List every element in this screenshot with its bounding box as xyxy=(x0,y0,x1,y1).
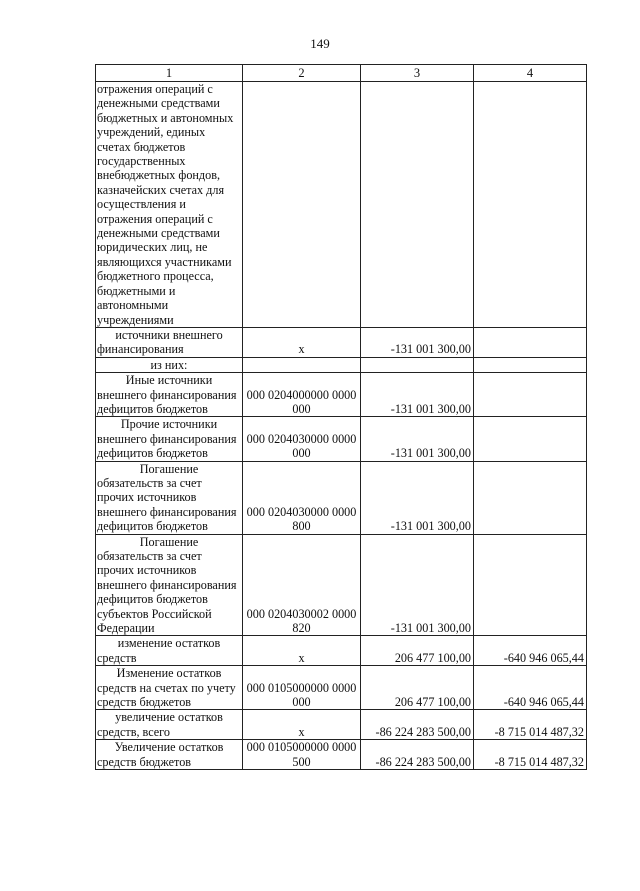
row-name-line: средств бюджетов xyxy=(97,695,192,710)
row-code-cell: x xyxy=(243,636,361,666)
row-amount-col3: -131 001 300,00 xyxy=(361,417,474,461)
row-name-first-line: Иные источники xyxy=(125,373,213,388)
row-name-line: учреждениями xyxy=(97,312,174,327)
row-name-cell xyxy=(96,357,243,372)
row-name-line: отражения операций с xyxy=(97,82,213,96)
row-name-line: обязательств за счет xyxy=(97,475,202,490)
row-code-cell: 000 0204030000 0000 800 xyxy=(243,461,361,534)
row-name-line: средств xyxy=(97,650,137,665)
row-code-cell: 000 0105000000 0000 000 xyxy=(243,666,361,710)
table-row xyxy=(96,666,587,710)
table-row xyxy=(96,710,587,740)
row-name-cell xyxy=(96,740,243,770)
row-name-line: дефицитов бюджетов xyxy=(97,446,208,461)
row-name-line: дефицитов бюджетов xyxy=(97,592,208,607)
table-row xyxy=(96,636,587,666)
row-name-cell xyxy=(96,82,243,328)
row-amount-col3: -131 001 300,00 xyxy=(361,373,474,417)
table-body xyxy=(96,65,587,770)
row-name-line: Федерации xyxy=(97,621,155,636)
row-name-first-line: источники внешнего xyxy=(115,327,223,342)
row-name-line: счетах бюджетов xyxy=(97,139,186,154)
row-amount-col3: -131 001 300,00 xyxy=(361,461,474,534)
table-header-row xyxy=(96,65,587,82)
column-header-4: 4 xyxy=(474,65,587,82)
row-name-line: учреждений, единых xyxy=(97,125,206,140)
row-code-cell: 000 0204030000 0000 000 xyxy=(243,417,361,461)
row-name-line: бюджетных и автономных xyxy=(97,110,234,125)
row-name-cell xyxy=(96,666,243,710)
table-row xyxy=(96,357,587,372)
row-code-cell: x xyxy=(243,710,361,740)
column-header-2: 2 xyxy=(243,65,361,82)
row-name-line: внешнего финансирования xyxy=(97,431,237,446)
table-row xyxy=(96,82,587,328)
row-name-cell xyxy=(96,461,243,534)
row-name-first-line: Погашение xyxy=(139,534,199,549)
row-amount-col4: -8 715 014 487,32 xyxy=(474,710,587,740)
row-amount-col4 xyxy=(474,327,587,357)
table-row xyxy=(96,327,587,357)
row-amount-col3: -86 224 283 500,00 xyxy=(361,740,474,770)
row-name-line: внешнего финансирования xyxy=(97,387,237,402)
row-amount-col4 xyxy=(474,461,587,534)
row-amount-col3 xyxy=(361,82,474,328)
row-name-cell xyxy=(96,417,243,461)
row-amount-col4 xyxy=(474,373,587,417)
row-name-line: внебюджетных фондов, xyxy=(97,168,221,183)
row-amount-col3: -131 001 300,00 xyxy=(361,327,474,357)
row-name-line: дефицитов бюджетов xyxy=(97,401,208,416)
row-name-line: автономными xyxy=(97,298,169,313)
row-code-cell: 000 0204000000 0000 000 xyxy=(243,373,361,417)
row-name-first-line: из них: xyxy=(150,357,188,372)
row-name-line: отражения операций с xyxy=(97,211,213,226)
table-row xyxy=(96,461,587,534)
row-name-cell xyxy=(96,327,243,357)
row-name-line: внешнего финансирования xyxy=(97,504,237,519)
row-name-line: являющихся участниками xyxy=(97,254,232,269)
table-row xyxy=(96,417,587,461)
row-code-cell: 000 0204030002 0000 820 xyxy=(243,534,361,636)
row-amount-col4: -8 715 014 487,32 xyxy=(474,740,587,770)
row-name-line: денежными средствами xyxy=(97,226,220,241)
row-name-cell xyxy=(96,636,243,666)
row-name-line: обязательств за счет xyxy=(97,549,202,563)
budget-table xyxy=(95,64,587,770)
row-name-line: средств, всего xyxy=(97,724,170,739)
row-name-line: внешнего финансирования xyxy=(97,577,237,592)
row-name-line: дефицитов бюджетов xyxy=(97,519,208,534)
table-row xyxy=(96,740,587,770)
row-name-line: средств бюджетов xyxy=(97,754,192,769)
row-amount-col4 xyxy=(474,534,587,636)
row-name-line: осуществления и xyxy=(97,197,186,212)
row-name-line: субъектов Российской xyxy=(97,606,212,621)
row-name-line: казначейских счетах для xyxy=(97,182,225,197)
row-name-line: бюджетного процесса, xyxy=(97,269,214,284)
table-row xyxy=(96,534,587,636)
row-amount-col4: -640 946 065,44 xyxy=(474,636,587,666)
row-name-first-line: изменение остатков xyxy=(117,636,221,651)
row-name-line: средств на счетах по учету xyxy=(97,680,236,695)
row-name-first-line: Увеличение остатков xyxy=(114,740,224,755)
row-name-cell xyxy=(96,710,243,740)
row-amount-col3: -86 224 283 500,00 xyxy=(361,710,474,740)
row-name-line: прочих источников xyxy=(97,563,197,578)
row-name-line: государственных xyxy=(97,154,186,169)
row-name-line: денежными средствами xyxy=(97,96,220,111)
row-name-cell xyxy=(96,534,243,636)
row-amount-col3: -131 001 300,00 xyxy=(361,534,474,636)
table-row xyxy=(96,373,587,417)
row-name-first-line: увеличение остатков xyxy=(115,710,223,725)
row-amount-col4: -640 946 065,44 xyxy=(474,666,587,710)
row-name-line: прочих источников xyxy=(97,490,197,505)
row-name-first-line: Погашение xyxy=(139,461,199,476)
row-code-cell: 000 0105000000 0000 500 xyxy=(243,740,361,770)
row-amount-col3: 206 477 100,00 xyxy=(361,636,474,666)
row-amount-col4 xyxy=(474,357,587,372)
row-code-cell xyxy=(243,82,361,328)
row-name-line: юридических лиц, не xyxy=(97,240,208,255)
row-code-cell: x xyxy=(243,327,361,357)
row-name-first-line: Прочие источники xyxy=(120,417,218,432)
column-header-1: 1 xyxy=(96,65,243,82)
row-amount-col4 xyxy=(474,82,587,328)
row-name-line: бюджетными и xyxy=(97,283,176,298)
row-name-first-line: Изменение остатков xyxy=(116,666,222,681)
row-amount-col3 xyxy=(361,357,474,372)
row-name-cell xyxy=(96,373,243,417)
row-amount-col4 xyxy=(474,417,587,461)
row-amount-col3: 206 477 100,00 xyxy=(361,666,474,710)
page-number: 149 xyxy=(310,36,330,51)
row-name-line: финансирования xyxy=(97,342,184,357)
row-code-cell xyxy=(243,357,361,372)
column-header-3: 3 xyxy=(361,65,474,82)
